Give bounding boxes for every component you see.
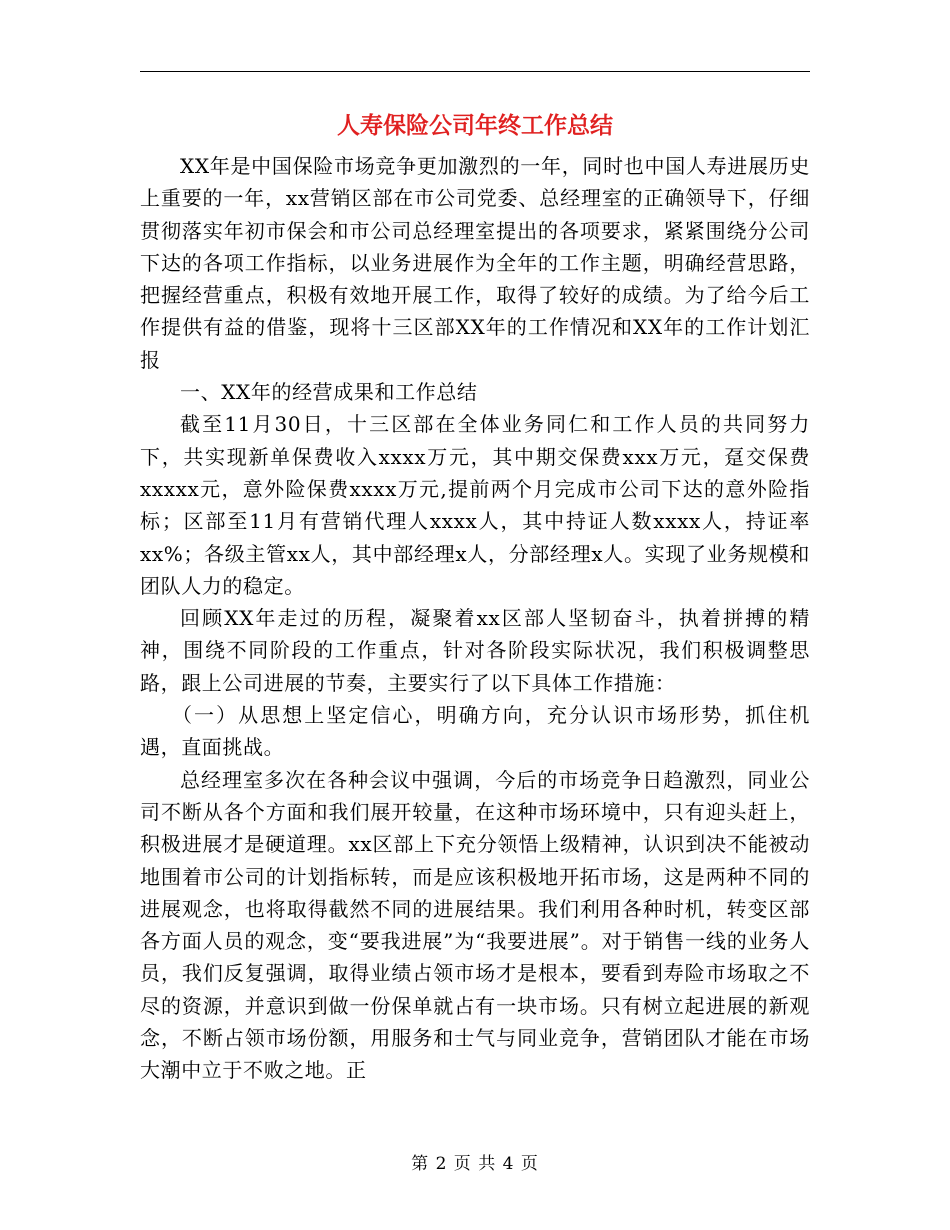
page-number: 第 2 页 共 4 页 <box>411 1154 539 1174</box>
section-heading-1: 一、XX年的经营成果和工作总结 <box>180 380 478 405</box>
header-rule <box>140 71 810 72</box>
paragraph-review: 回顾XX年走过的历程，凝聚着xx区部人坚韧奋斗，执着拼搏的精神，围绕不同阶段的工作重点，针对各阶段实际状况，我们积极调整思路，跟上公司进展的节奏，主要实行了以下具体工作措施： <box>140 606 810 695</box>
paragraph-results: 截至11月30日，十三区部在全体业务同仁和工作人员的共同努力下，共实现新单保费收入xxxx万元，其中期交保费xxx万元，趸交保费xxxxx元，意外险保费xxxx万元,提前两个月完成市公司下达的意外险指标；区部至11月有营销代理人xxxx人，其中持证人数xxxx人，持证率xx%；各级主管xx人，其中部经理x人，分部经理x人。实现了业务规模和团队人力的稳定。 <box>140 412 810 598</box>
subsection-heading-1: （一）从思想上坚定信心，明确方向，充分认识市场形势，抓住机遇，直面挑战。 <box>140 703 810 760</box>
paragraph-intro: XX年是中国保险市场竞争更加激烈的一年，同时也中国人寿进展历史上重要的一年，xx营销区部在市公司党委、总经理室的正确领导下，仔细贯彻落实年初市保会和市公司总经理室提出的各项要求，紧紧围绕分公司下达的各项工作指标，以业务进展作为全年的工作主题，明确经营思路，把握经营重点，积极有效地开展工作，取得了较好的成绩。为了给今后工作提供有益的借鉴，现将十三区部XX年的工作情况和XX年的工作计划汇报 <box>140 154 810 372</box>
document-title: 人寿保险公司年终工作总结 <box>337 112 613 139</box>
paragraph-measures: 总经理室多次在各种会议中强调，今后的市场竞争日趋激烈，同业公司不断从各个方面和我们展开较量，在这种市场环境中，只有迎头赶上，积极进展才是硬道理。xx区部上下充分领悟上级精神，认识到决不能被动地围着市公司的计划指标转，而是应该积极地开拓市场，这是两种不同的进展观念，也将取得截然不同的进展结果。我们利用各种时机，转变区部各方面人员的观念，变“要我进展”为“我要进展”。对于销售一线的业务人员，我们反复强调，取得业绩占领市场才是根本，要看到寿险市场取之不尽的资源，并意识到做一份保单就占有一块市场。只有树立起进展的新观念，不断占领市场份额，用服务和士气与同业竞争，营销团队才能在市场大潮中立于不败之地。正 <box>140 767 810 1083</box>
document-body <box>140 150 810 1087</box>
